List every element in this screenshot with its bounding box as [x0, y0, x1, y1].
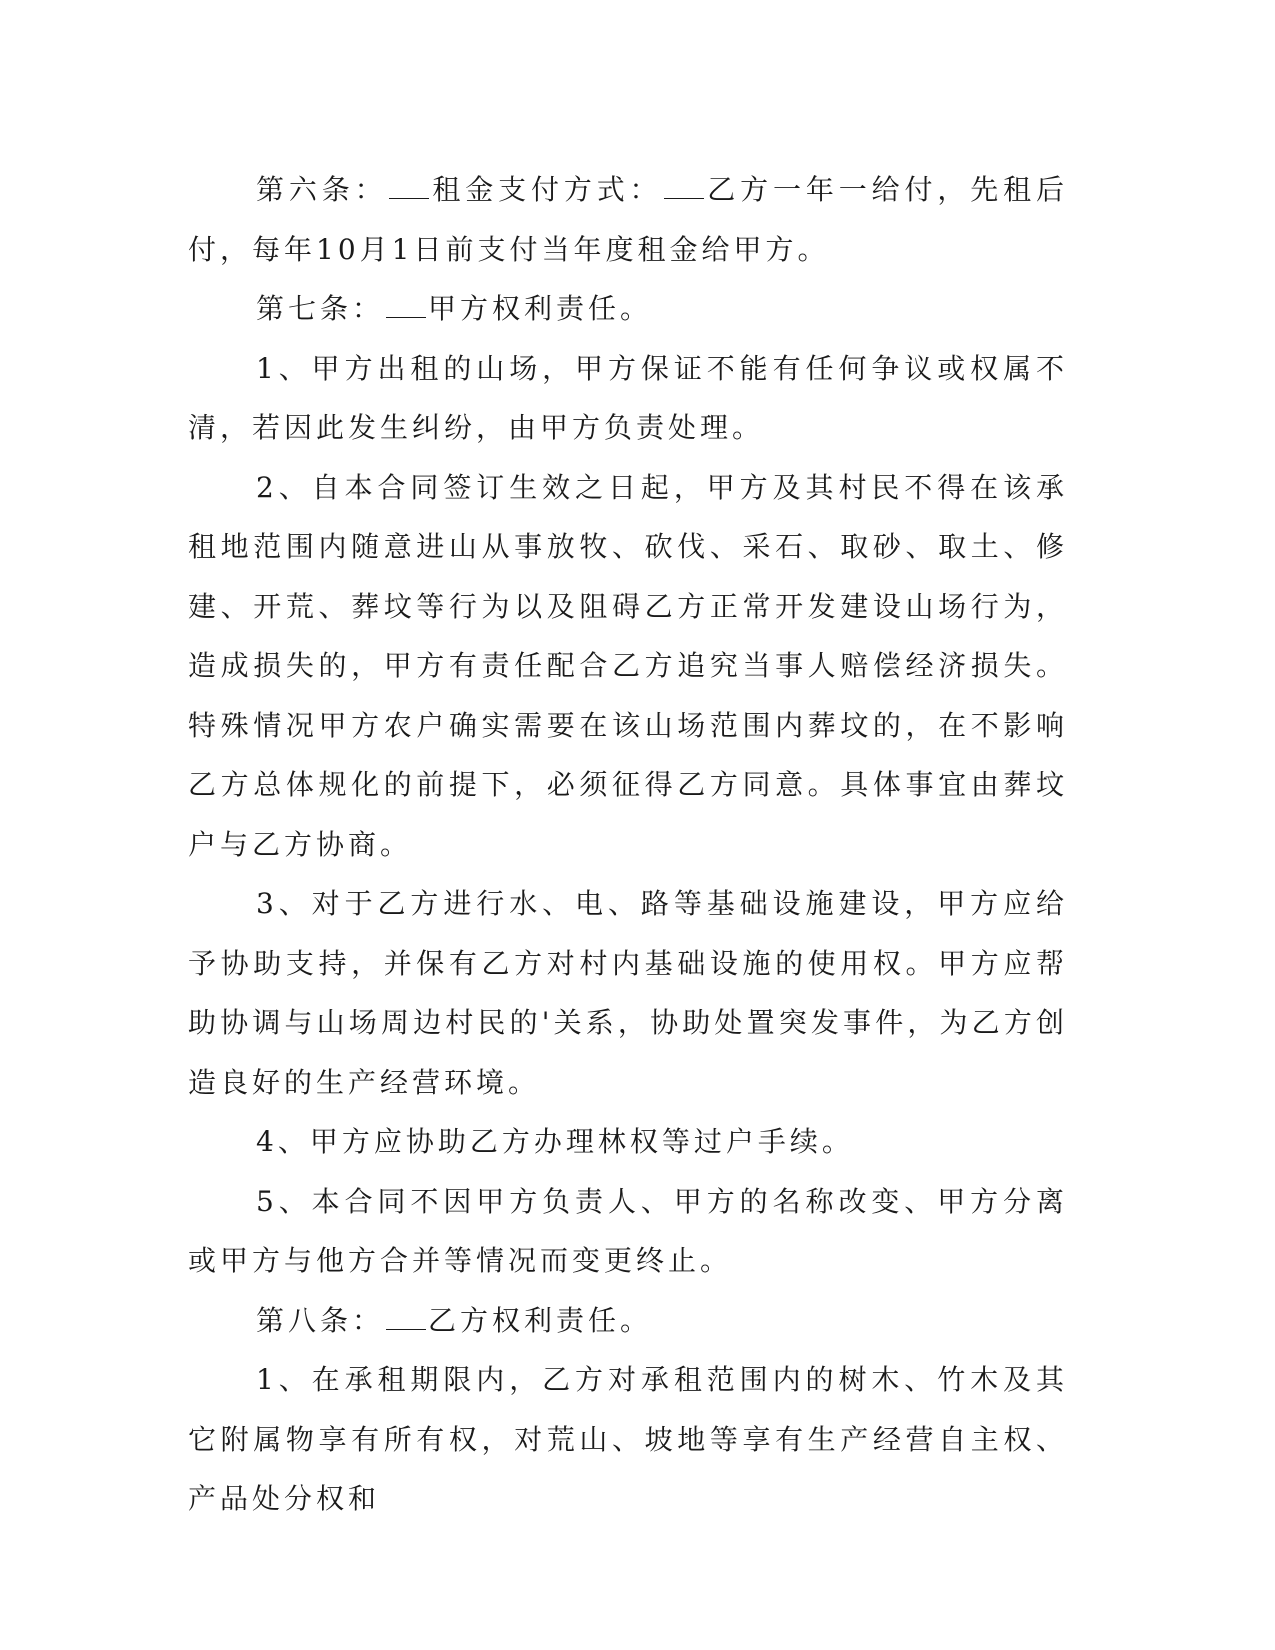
article-heading: 第七条： [256, 292, 385, 325]
paragraph-article-7 [188, 279, 1068, 339]
paragraph-text: 甲方权利责任。 [428, 292, 653, 325]
paragraph-8-item-1: 1、在承租期限内，乙方对承租范围内的树木、竹木及其它附属物享有所有权，对荒山、坡地等享有生产经营自主权、产品处分权和 [188, 1363, 1068, 1515]
document-body [188, 160, 1068, 1529]
paragraph-text: 租金支付方式： [431, 173, 663, 206]
blank-field [386, 293, 426, 318]
paragraph-article-8 [188, 1291, 1068, 1351]
paragraph-text: 乙方一年一给付，先租后付，每年10月1日前支付当年度租金给甲方。 [188, 173, 1068, 266]
article-heading: 第八条： [256, 1303, 385, 1337]
paragraph-7-item-4: 4、甲方应协助乙方办理林权等过户手续。 [256, 1125, 854, 1158]
paragraph-7-item-5: 5、本合同不因甲方负责人、甲方的名称改变、甲方分离或甲方与他方合并等情况而变更终止。 [188, 1184, 1068, 1277]
blank-field [664, 174, 704, 199]
paragraph-text: 乙方权利责任。 [428, 1303, 653, 1337]
paragraph-article-6 [188, 160, 1068, 279]
paragraph-7-item-3: 3、对于乙方进行水、电、路等基础设施建设，甲方应给予协助支持，并保有乙方对村内基础设施的使用权。甲方应帮助协调与山场周边村民的'关系，协助处置突发事件，为乙方创造良好的生产经营环境。 [188, 887, 1068, 1099]
blank-field [386, 1305, 426, 1330]
article-heading: 第六条： [256, 173, 388, 206]
paragraph-7-item-1: 1、甲方出租的山场，甲方保证不能有任何争议或权属不清，若因此发生纠纷，由甲方负责处理。 [188, 351, 1068, 444]
paragraph-7-item-2: 2、自本合同签订生效之日起，甲方及其村民不得在该承租地范围内随意进山从事放牧、砍伐、采石、取砂、取土、修建、开荒、葬坟等行为以及阻碍乙方正常开发建设山场行为，造成损失的，甲方有责任配合乙方追究当事人赔偿经济损失。特殊情况甲方农户确实需要在该山场范围内葬坟的，在不影响乙方总体规化的前提下，必须征得乙方同意。具体事宜由葬坟户与乙方协商。 [188, 470, 1068, 861]
blank-field [389, 174, 429, 199]
